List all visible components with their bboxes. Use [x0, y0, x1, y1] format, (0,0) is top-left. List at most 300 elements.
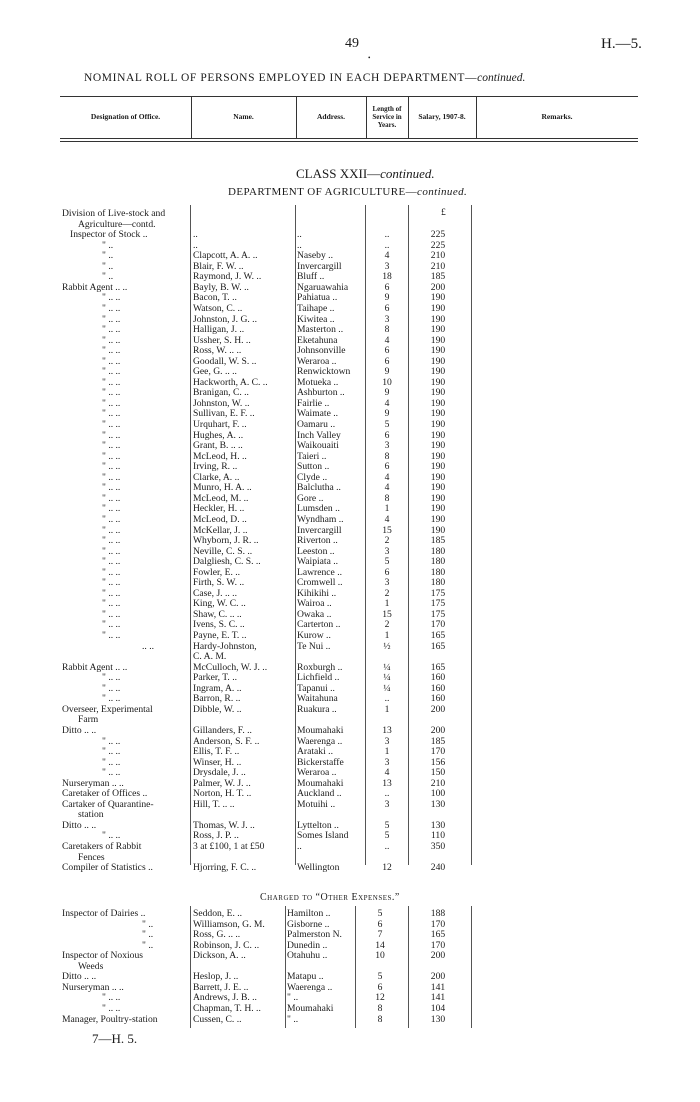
salary-cell: 190 — [430, 314, 446, 325]
name-cell: Hardy-Johnston, — [193, 641, 257, 652]
designation-cell: " .. .. — [102, 557, 121, 568]
name-cell: Raymond, J. W. .. — [193, 272, 262, 283]
designation-cell: " .. .. — [102, 736, 121, 747]
address-cell: Hamilton .. — [287, 909, 331, 919]
name-cell: King, W. C. .. — [193, 599, 246, 610]
table-row — [0, 209, 700, 219]
address-cell: Eketahuna — [297, 335, 338, 346]
length-cell: 5 — [384, 820, 390, 831]
name-cell: Firth, S. W. .. — [193, 578, 245, 589]
address-cell: Pahiatua .. — [297, 293, 338, 304]
length-cell: 9 — [384, 293, 390, 304]
table-row — [0, 726, 700, 736]
salary-cell: 190 — [430, 441, 446, 452]
salary-cell: 188 — [430, 909, 446, 919]
designation-cell: " .. .. — [102, 483, 121, 494]
name-cell: Case, J. .. .. — [193, 588, 237, 599]
length-cell: 8 — [377, 1014, 383, 1025]
table-row — [0, 220, 700, 230]
name-cell: Cussen, C. .. — [193, 1014, 242, 1025]
length-cell: 13 — [382, 778, 392, 789]
address-cell: Carterton .. — [297, 620, 341, 631]
salary-cell: 190 — [430, 409, 446, 420]
length-cell: 8 — [384, 325, 390, 336]
table-row — [0, 315, 700, 325]
name-cell: Johnston, J. G. .. — [193, 314, 257, 325]
length-cell: 13 — [382, 725, 392, 736]
table-row — [0, 336, 700, 346]
length-cell: 4 — [384, 251, 390, 262]
salary-cell: 210 — [430, 778, 446, 789]
title-main: NOMINAL ROLL OF PERSONS EMPLOYED IN EACH DEPARTMENT— — [84, 72, 478, 84]
name-cell: .. — [193, 230, 198, 241]
salary-cell: 190 — [430, 293, 446, 304]
name-cell: Heslop, J. .. — [193, 972, 239, 983]
address-cell: Ruakura .. — [297, 704, 337, 715]
table-row — [0, 557, 700, 567]
length-cell: 8 — [377, 1003, 383, 1014]
salary-cell: 165 — [430, 641, 446, 652]
table-row — [0, 768, 700, 778]
table-row — [0, 673, 700, 683]
length-cell: 5 — [384, 420, 390, 430]
salary-cell: 160 — [430, 673, 446, 684]
length-cell: 12 — [375, 993, 385, 1004]
designation-cell: Ditto .. .. — [62, 972, 97, 983]
address-cell: Moumahaki — [297, 725, 344, 736]
designation-cell: Caretaker of Offices .. — [62, 789, 148, 800]
length-cell: 1 — [384, 747, 390, 758]
salary-cell: 180 — [430, 578, 446, 589]
table-row — [0, 909, 700, 919]
address-cell: Clyde .. — [297, 472, 328, 483]
address-cell: Moumahaki — [297, 778, 344, 789]
name-cell: Blair, F. W. .. — [193, 261, 244, 272]
table-row — [0, 420, 700, 430]
table-row — [0, 610, 700, 620]
table-row — [0, 409, 700, 419]
name-cell: Clarke, A. .. — [193, 472, 240, 483]
table-row — [0, 993, 700, 1003]
salary-cell: 190 — [430, 388, 446, 399]
length-cell: ½ — [383, 641, 391, 652]
address-cell: Motueka .. — [297, 377, 339, 388]
length-cell: 6 — [384, 346, 390, 357]
name-cell: 3 at £100, 1 at £50 — [193, 842, 265, 852]
salary-cell: 200 — [430, 704, 446, 715]
length-cell: .. — [384, 842, 390, 852]
address-cell: Kiwitea .. — [297, 314, 335, 325]
department-title — [228, 186, 467, 198]
salary-cell: 190 — [430, 346, 446, 357]
designation-cell: " .. — [142, 919, 154, 930]
length-cell: ¼ — [383, 662, 391, 673]
address-cell: Matapu .. — [287, 972, 324, 983]
designation-cell: " .. .. — [102, 683, 121, 694]
name-cell: Thomas, W. J. .. — [193, 820, 255, 831]
address-cell: Lichfield .. — [297, 673, 340, 684]
name-cell: Sullivan, E. F. .. — [193, 409, 255, 420]
designation-cell: " .. .. — [102, 1003, 121, 1014]
salary-cell: 130 — [430, 799, 446, 810]
length-cell: 9 — [384, 388, 390, 399]
table-row — [0, 483, 700, 493]
length-cell: 4 — [384, 514, 390, 525]
designation-cell: " .. .. — [102, 388, 121, 399]
address-cell: .. — [297, 240, 302, 251]
table-row — [0, 536, 700, 546]
designation-cell: " .. .. — [102, 546, 121, 557]
length-cell: .. — [384, 240, 390, 251]
table-row — [0, 920, 700, 930]
designation-cell: Cartaker of Quarantine- — [62, 799, 154, 810]
table-row — [0, 983, 700, 993]
table-row — [0, 283, 700, 293]
designation-cell: " .. — [142, 940, 154, 951]
designation-cell: .. .. — [142, 641, 154, 652]
designation-cell: " .. .. — [102, 567, 121, 578]
table-row — [0, 737, 700, 747]
table-row — [0, 863, 700, 873]
salary-cell: 190 — [430, 514, 446, 525]
table-row — [0, 642, 700, 652]
name-cell: Palmer, W. J. .. — [193, 778, 251, 789]
address-cell: Waitahuna — [297, 694, 338, 705]
page-number: 49 — [345, 36, 359, 51]
name-cell: Barrett, J. E. .. — [193, 982, 249, 993]
length-cell: 2 — [384, 536, 390, 547]
designation-cell: station — [78, 810, 104, 821]
designation-cell: " .. .. — [102, 993, 121, 1004]
length-cell: .. — [384, 230, 390, 241]
salary-cell: 185 — [430, 736, 446, 747]
name-cell: Seddon, E. .. — [193, 909, 243, 919]
length-cell: 5 — [377, 909, 383, 919]
salary-cell: 190 — [430, 462, 446, 473]
designation-cell: " .. .. — [102, 631, 121, 641]
designation-cell: " .. .. — [102, 462, 121, 473]
length-cell: 12 — [382, 863, 392, 874]
table-row — [0, 779, 700, 789]
name-cell: Halligan, J. .. — [193, 325, 245, 336]
designation-cell: " .. .. — [102, 335, 121, 346]
name-cell: Gee, G. .. .. — [193, 367, 237, 378]
address-cell: Dunedin .. — [287, 940, 328, 951]
table-row — [0, 378, 700, 388]
length-cell: 2 — [384, 620, 390, 631]
designation-cell: " .. — [102, 272, 114, 283]
length-cell: 5 — [384, 557, 390, 568]
header-length: Length of Service in Years. — [372, 105, 402, 129]
length-cell: 4 — [384, 398, 390, 409]
length-cell: 6 — [384, 567, 390, 578]
name-cell: McLeod, M. .. — [193, 493, 249, 504]
class-title-main: CLASS XXII— — [296, 166, 381, 181]
department-title-italic: continued. — [417, 186, 468, 198]
table-row — [0, 388, 700, 398]
length-cell: 9 — [384, 367, 390, 378]
address-cell: Wyndham .. — [297, 514, 344, 525]
name-cell: Dalgliesh, C. S. .. — [193, 557, 261, 568]
table-row — [0, 357, 700, 367]
name-cell: Andrews, J. B. .. — [193, 993, 257, 1004]
table-row — [0, 304, 700, 314]
designation-cell: " .. .. — [102, 346, 121, 357]
length-cell: 3 — [384, 799, 390, 810]
name-cell: Barron, R. .. — [193, 694, 241, 705]
name-cell: Goodall, W. S. .. — [193, 356, 257, 367]
length-cell: 3 — [384, 736, 390, 747]
length-cell: 5 — [384, 831, 390, 842]
department-title-main: DEPARTMENT OF AGRICULTURE— — [228, 186, 418, 198]
salary-cell: 190 — [430, 367, 446, 378]
name-cell: .. — [193, 240, 198, 251]
salary-cell: 165 — [430, 631, 446, 641]
name-cell: McCulloch, W. J. .. — [193, 662, 268, 673]
designation-cell: " .. .. — [102, 578, 121, 589]
designation-cell: Inspector of Dairies .. — [62, 909, 146, 919]
name-cell: Robinson, J. C. .. — [193, 940, 260, 951]
designation-cell: Nurseryman .. .. — [62, 982, 124, 993]
title-italic: continued. — [477, 72, 526, 84]
name-cell: Ingram, A. .. — [193, 683, 242, 694]
length-cell: 4 — [384, 472, 390, 483]
designation-cell: " .. .. — [102, 420, 121, 430]
designation-cell: " .. — [102, 240, 114, 251]
address-cell: Moumahaki — [287, 1003, 334, 1014]
length-cell: 9 — [384, 409, 390, 420]
length-cell: 3 — [384, 546, 390, 557]
designation-cell: Caretakers of Rabbit — [62, 842, 142, 852]
name-cell: Drysdale, J. .. — [193, 768, 246, 779]
salary-cell: 175 — [430, 588, 446, 599]
table-row — [0, 705, 700, 715]
salary-cell: 165 — [430, 930, 446, 941]
page-title — [84, 72, 644, 84]
address-cell: Arataki .. — [297, 747, 333, 758]
name-cell: Grant, B. .. .. — [193, 441, 243, 452]
designation-cell: Nurseryman .. .. — [62, 778, 124, 789]
designation-cell: " .. .. — [102, 293, 121, 304]
address-cell: Bluff .. — [297, 272, 325, 283]
length-cell: 6 — [384, 356, 390, 367]
salary-cell: 190 — [430, 377, 446, 388]
name-cell: Shaw, C. .. .. — [193, 609, 242, 620]
length-cell: 3 — [384, 441, 390, 452]
salary-cell: 170 — [430, 747, 446, 758]
name-cell: Gillanders, F. .. — [193, 725, 252, 736]
length-cell: 6 — [384, 303, 390, 314]
designation-cell: Rabbit Agent .. .. — [62, 282, 128, 293]
length-cell: 7 — [377, 930, 383, 941]
name-cell: Watson, C. .. — [193, 303, 243, 314]
designation-cell: " .. — [102, 251, 114, 262]
table-row — [0, 325, 700, 335]
address-cell: Inch Valley — [297, 430, 341, 441]
salary-cell: 225 — [430, 230, 446, 241]
address-cell: Leeston .. — [297, 546, 335, 557]
address-cell: Waipiata .. — [297, 557, 339, 568]
salary-cell: 190 — [430, 525, 446, 536]
table-row — [0, 930, 700, 940]
name-cell: Urquhart, F. .. — [193, 420, 247, 430]
table-row — [0, 1015, 700, 1025]
designation-cell: Weeds — [78, 961, 104, 972]
address-cell: Kurow .. — [297, 631, 331, 641]
salary-cell: 100 — [430, 789, 446, 800]
designation-cell: Ditto .. .. — [62, 725, 97, 736]
length-cell: 6 — [384, 430, 390, 441]
name-cell: Branigan, C. .. — [193, 388, 249, 399]
designation-cell: Overseer, Experimental — [62, 704, 153, 715]
address-cell: Masterton .. — [297, 325, 344, 336]
address-cell: Waerenga .. — [297, 736, 343, 747]
length-cell: 18 — [382, 272, 392, 283]
table-row — [0, 715, 700, 725]
name-cell: Heckler, H. .. — [193, 504, 245, 515]
salary-cell: 210 — [430, 261, 446, 272]
designation-cell: " .. .. — [102, 451, 121, 462]
designation-cell: " .. .. — [102, 673, 121, 684]
salary-cell: 160 — [430, 694, 446, 705]
table-row — [0, 504, 700, 514]
designation-cell: " .. .. — [102, 514, 121, 525]
address-cell: Oamaru .. — [297, 420, 336, 430]
length-cell: 4 — [384, 483, 390, 494]
length-cell: 10 — [382, 377, 392, 388]
table-row — [0, 494, 700, 504]
length-cell: 3 — [384, 578, 390, 589]
salary-cell: 225 — [430, 240, 446, 251]
table-row — [0, 578, 700, 588]
salary-cell: 185 — [430, 272, 446, 283]
table-row — [0, 747, 700, 757]
name-cell: Irving, R. .. — [193, 462, 238, 473]
salary-cell: 180 — [430, 557, 446, 568]
address-cell: Lyttelton .. — [297, 820, 339, 831]
designation-cell: " .. .. — [102, 747, 121, 758]
name-cell: Whyborn, J. R. .. — [193, 536, 259, 547]
class-title — [296, 166, 435, 182]
address-cell: Otahuhu .. — [287, 951, 328, 962]
class-title-italic: continued. — [380, 166, 435, 181]
address-cell: Invercargill — [297, 525, 342, 536]
length-cell: 6 — [377, 919, 383, 930]
length-cell: ¼ — [383, 673, 391, 684]
table-row — [0, 515, 700, 525]
table-row — [0, 663, 700, 673]
name-cell: Bacon, T. .. — [193, 293, 237, 304]
table-row — [0, 951, 700, 961]
table-row — [0, 367, 700, 377]
designation-cell: " .. .. — [102, 609, 121, 620]
salary-cell: 200 — [430, 725, 446, 736]
name-cell: Williamson, G. M. — [193, 919, 265, 930]
designation-cell: " .. .. — [102, 757, 121, 768]
header-remarks: Remarks. — [541, 112, 573, 121]
address-cell: Sutton .. — [297, 462, 330, 473]
salary-cell: 190 — [430, 325, 446, 336]
salary-cell: 190 — [430, 335, 446, 346]
address-cell: Somes Island — [297, 831, 349, 842]
designation-cell: " .. .. — [102, 620, 121, 631]
address-cell: Taieri .. — [297, 451, 327, 462]
table-row — [0, 441, 700, 451]
table-row — [0, 758, 700, 768]
length-cell: 6 — [384, 462, 390, 473]
salary-cell: 200 — [430, 282, 446, 293]
table-row — [0, 262, 700, 272]
salary-cell: 175 — [430, 599, 446, 610]
salary-cell: 200 — [430, 951, 446, 962]
length-cell: 15 — [382, 525, 392, 536]
table-row — [0, 962, 700, 972]
table-row — [0, 589, 700, 599]
name-cell: Ussher, S. H. .. — [193, 335, 251, 346]
address-cell: Roxburgh .. — [297, 662, 343, 673]
table-row — [0, 853, 700, 863]
table-row — [0, 452, 700, 462]
footer-signature: 7—H. 5. — [92, 1031, 138, 1046]
name-cell: Munro, H. A. .. — [193, 483, 252, 494]
salary-cell: 190 — [430, 303, 446, 314]
address-cell: Waerenga .. — [287, 982, 333, 993]
header-rule-bottom — [60, 138, 638, 139]
salary-cell: 190 — [430, 493, 446, 504]
address-cell: Weraroa .. — [297, 768, 337, 779]
salary-cell: 130 — [430, 1014, 446, 1025]
length-cell: 1 — [384, 599, 390, 610]
table-row — [0, 842, 700, 852]
table-row — [0, 694, 700, 704]
name-cell: McLeod, D. .. — [193, 514, 247, 525]
address-cell: Fairlie .. — [297, 398, 330, 409]
designation-cell: " .. .. — [102, 377, 121, 388]
designation-cell: " .. .. — [102, 409, 121, 420]
address-cell: Renwicktown — [297, 367, 351, 378]
table-row — [0, 941, 700, 951]
designation-cell: " .. .. — [102, 768, 121, 779]
designation-cell: " .. .. — [102, 356, 121, 367]
address-cell: Taihape .. — [297, 303, 335, 314]
length-cell: 6 — [384, 282, 390, 293]
salary-cell: 130 — [430, 820, 446, 831]
salary-cell: 190 — [430, 451, 446, 462]
name-cell: McLeod, H. .. — [193, 451, 247, 462]
currency-symbol: £ — [441, 207, 446, 218]
address-cell: Tapanui .. — [297, 683, 335, 694]
salary-cell: 110 — [430, 831, 446, 842]
salary-cell: 180 — [430, 567, 446, 578]
name-cell: Hjorring, F. C. .. — [193, 863, 257, 874]
address-cell: Ashburton .. — [297, 388, 345, 399]
name-cell: C. A. M. — [193, 652, 227, 663]
salary-cell: 180 — [430, 546, 446, 557]
table-row — [0, 431, 700, 441]
address-cell: Gore .. — [297, 493, 324, 504]
designation-cell: " .. .. — [102, 314, 121, 325]
table-row — [0, 241, 700, 251]
address-cell: Waikouaiti — [297, 441, 339, 452]
designation-cell: " .. .. — [102, 398, 121, 409]
designation-cell: Agriculture—contd. — [78, 219, 156, 230]
name-cell: Clapcott, A. A. .. — [193, 251, 258, 262]
printer-mark: • — [368, 54, 371, 62]
length-cell: 3 — [384, 261, 390, 272]
salary-cell: 185 — [430, 536, 446, 547]
length-cell: 14 — [375, 940, 385, 951]
table-row — [0, 831, 700, 841]
